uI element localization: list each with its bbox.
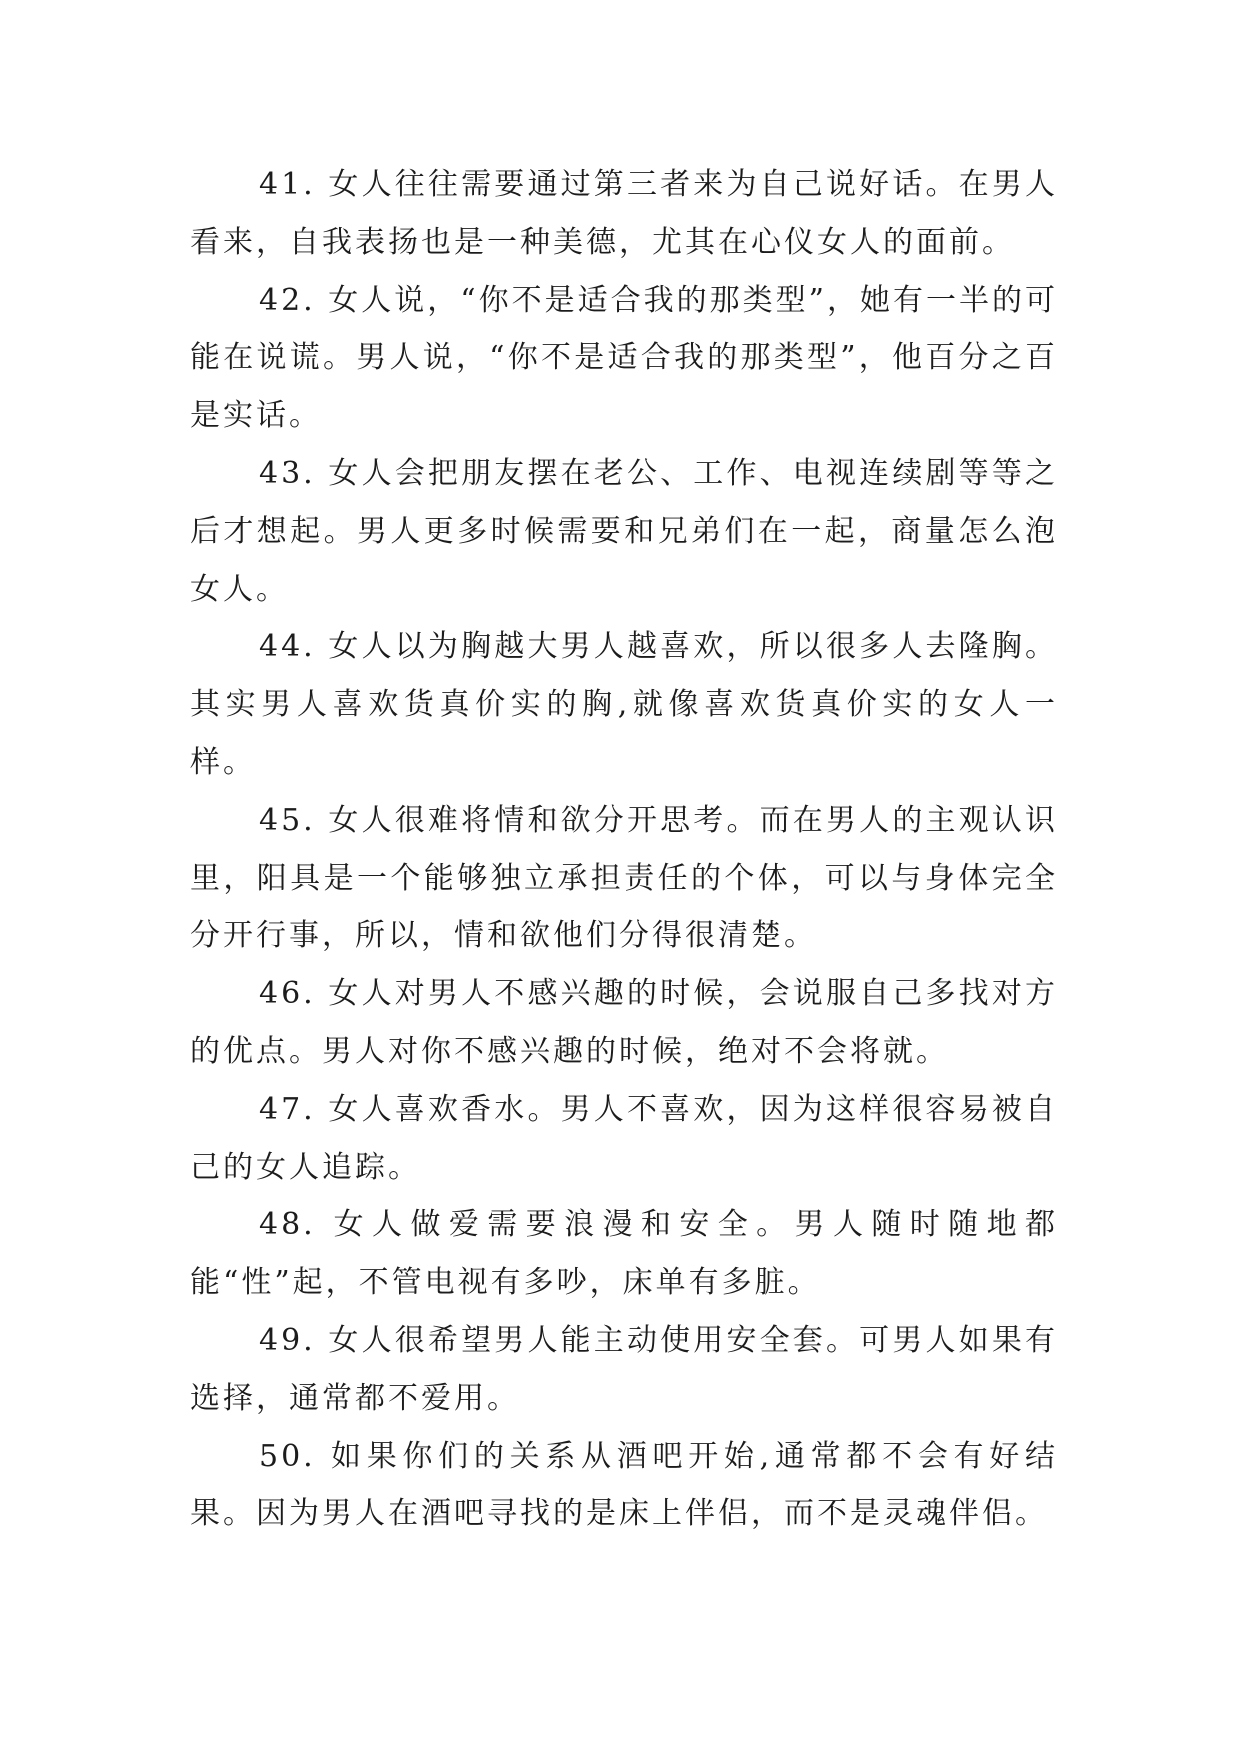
paragraph-41: 41. 女人往往需要通过第三者来为自己说好话。在男人看来，自我表扬也是一种美德，尤其在心仪女人的面前。	[190, 167, 1058, 260]
paragraph-48: 48. 女人做爱需要浪漫和安全。男人随时随地都能“性”起，不管电视有多吵，床单有多脏。	[190, 1207, 1058, 1301]
paragraph-44: 44. 女人以为胸越大男人越喜欢，所以很多人去隆胸。其实男人喜欢货真价实的胸,就像喜欢货真价实的女人一样。	[190, 629, 1058, 780]
paragraph-43: 43. 女人会把朋友摆在老公、工作、电视连续剧等等之后才想起。男人更多时候需要和兄弟们在一起，商量怎么泡女人。	[190, 455, 1058, 607]
paragraph-45: 45. 女人很难将情和欲分开思考。而在男人的主观认识里，阳具是一个能够独立承担责任的个体，可以与身体完全分开行事，所以，情和欲他们分得很清楚。	[190, 802, 1058, 954]
paragraph-42: 42. 女人说，“你不是适合我的那类型”，她有一半的可能在说谎。男人说，“你不是适合我的那类型”，他百分之百是实话。	[190, 282, 1058, 434]
paragraph-46: 46. 女人对男人不感兴趣的时候，会说服自己多找对方的优点。男人对你不感兴趣的时候，绝对不会将就。	[190, 976, 1058, 1069]
paragraph-50: 50. 如果你们的关系从酒吧开始,通常都不会有好结果。因为男人在酒吧寻找的是床上伴侣，而不是灵魂伴侣。	[190, 1438, 1058, 1532]
paragraph-47: 47. 女人喜欢香水。男人不喜欢，因为这样很容易被自己的女人追踪。	[190, 1091, 1058, 1185]
paragraph-49: 49. 女人很希望男人能主动使用安全套。可男人如果有选择，通常都不爱用。	[190, 1322, 1058, 1416]
document-body	[190, 156, 1058, 1543]
